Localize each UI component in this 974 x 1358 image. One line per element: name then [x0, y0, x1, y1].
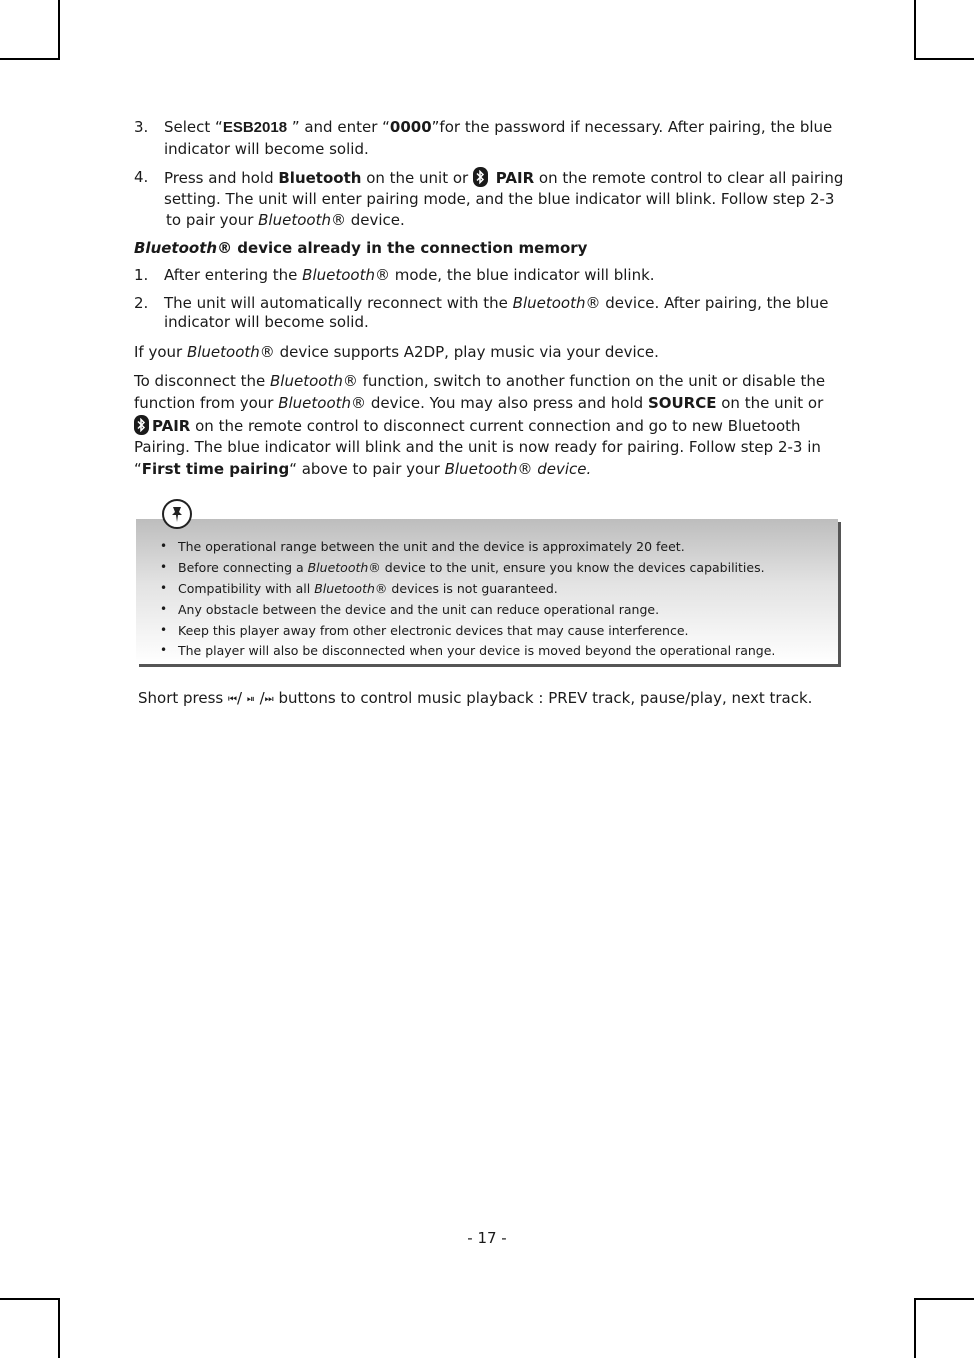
- disconnect-l1-post: ® function, switch to another function on the unit or disable the: [342, 372, 826, 390]
- mem-2-pre: The unit will automatically reconnect with the: [164, 294, 513, 312]
- note-2-pre: Before connecting a: [178, 560, 308, 575]
- step-4-text-c: on the remote control to clear all pairing: [534, 169, 844, 187]
- step-3-text-c: ”for the password if necessary. After pairing, the blue: [431, 118, 833, 136]
- note-item-6: The player will also be disconnected when your device is moved beyond the operational range.: [178, 643, 776, 658]
- crop-mark-top-left-v: [58, 0, 60, 60]
- a2dp-pre: If your: [134, 343, 187, 361]
- step-4-line-3-italic: Bluetooth: [258, 211, 331, 229]
- note-item-5: Keep this player away from other electronic devices that may cause interference.: [178, 623, 689, 638]
- note-3-post: ® devices is not guaranteed.: [374, 581, 558, 596]
- note-item-4: Any obstacle between the device and the unit can reduce operational range.: [178, 602, 660, 617]
- step-4-line-3-post: ® device.: [330, 211, 405, 229]
- mem-1-italic: Bluetooth: [302, 266, 375, 284]
- a2dp-paragraph: [134, 342, 659, 363]
- step-3-device-name: ESB2018: [222, 119, 288, 136]
- playback-sep-1: /: [237, 689, 247, 707]
- note-pin-icon: [162, 499, 192, 529]
- playback-line: [138, 688, 812, 710]
- disconnect-l2-post: on the unit or: [716, 394, 824, 412]
- disconnect-l5-italic: Bluetooth® device.: [444, 460, 592, 478]
- step-3-password: 0000: [389, 118, 432, 136]
- note-bullet-5: •: [160, 623, 168, 637]
- crop-mark-top-right-h: [914, 58, 974, 60]
- disconnect-line-3: [134, 415, 801, 437]
- step-3-text-b: ” and enter “: [287, 118, 390, 136]
- disconnect-l2-pre: function from your: [134, 394, 279, 412]
- note-bullet-1: •: [160, 539, 168, 553]
- mem-1-post: ® mode, the blue indicator will blink.: [374, 266, 655, 284]
- bluetooth-icon: [473, 167, 488, 187]
- playback-pre: Short press: [138, 689, 229, 707]
- disconnect-l3-post: on the remote control to disconnect current connection and go to new Bluetooth: [190, 417, 801, 435]
- step-3-text-a: Select “: [164, 118, 223, 136]
- crop-mark-bottom-left-v: [58, 1298, 60, 1358]
- next-track-icon: ⏭: [264, 694, 274, 705]
- a2dp-post: ® device supports A2DP, play music via your device.: [259, 343, 659, 361]
- step-4-text-a: Press and hold: [164, 169, 279, 187]
- note-bullet-3: •: [160, 581, 168, 595]
- crop-mark-top-left-h: [0, 58, 60, 60]
- disconnect-line-4: Pairing. The blue indicator will blink and the unit is now ready for pairing. Follow step 2-3 in: [134, 438, 821, 456]
- bluetooth-icon: [134, 415, 149, 435]
- first-time-pairing-bold: First time pairing: [141, 460, 290, 478]
- note-bullet-6: •: [160, 643, 168, 657]
- play-pause-icon: ⏯: [246, 694, 255, 705]
- note-bullet-2: •: [160, 560, 168, 574]
- mem-1-number: 1.: [134, 266, 149, 284]
- step-4-text-b: on the unit or: [361, 169, 473, 187]
- disconnect-line-5: [134, 459, 591, 480]
- mem-2-italic: Bluetooth: [512, 294, 586, 312]
- memory-heading-rest: ® device already in the connection memory: [217, 239, 588, 257]
- note-2-italic: Bluetooth: [307, 560, 369, 575]
- note-bullet-4: •: [160, 602, 168, 616]
- note-3-italic: Bluetooth: [314, 581, 375, 596]
- mem-1-line: [164, 265, 655, 286]
- disconnect-l1-italic: Bluetooth: [270, 372, 343, 390]
- step-4-line-1: [164, 167, 843, 189]
- mem-1-pre: After entering the: [164, 266, 303, 284]
- crop-mark-bottom-right-h: [914, 1298, 974, 1300]
- disconnect-l5-mid: “ above to pair your: [289, 460, 445, 478]
- page-number: - 17 -: [467, 1229, 507, 1247]
- disconnect-l2-mid: ® device. You may also press and hold: [351, 394, 648, 412]
- disconnect-line-2: [134, 393, 823, 414]
- a2dp-italic: Bluetooth: [186, 343, 260, 361]
- step-4-bluetooth-bold: Bluetooth: [278, 169, 362, 187]
- memory-heading: [134, 238, 587, 259]
- playback-sep-2: /: [254, 689, 265, 707]
- mem-2-number: 2.: [134, 294, 149, 312]
- note-item-2: [178, 559, 765, 576]
- step-4-line-2: setting. The unit will enter pairing mode, and the blue indicator will blink. Follow step 2-3: [164, 190, 835, 208]
- disconnect-line-1: [134, 371, 825, 392]
- note-item-1: The operational range between the unit and the device is approximately 20 feet.: [178, 539, 685, 554]
- note-item-3: [178, 580, 558, 597]
- step-4-line-3: [166, 210, 405, 231]
- crop-mark-bottom-right-v: [914, 1298, 916, 1358]
- step-3-number: 3.: [134, 118, 149, 136]
- mem-2-post: ® device. After pairing, the blue: [585, 294, 829, 312]
- playback-post: buttons to control music playback : PREV track, pause/play, next track.: [273, 689, 813, 707]
- crop-mark-top-right-v: [914, 0, 916, 60]
- step-4-number: 4.: [134, 168, 149, 186]
- disconnect-source-bold: SOURCE: [647, 394, 717, 412]
- mem-2-line-1: [164, 293, 828, 314]
- step-3-line-2: indicator will become solid.: [164, 140, 369, 158]
- disconnect-l5-pre: “: [134, 460, 142, 478]
- step-4-line-3-pre: to pair your: [166, 211, 259, 229]
- memory-heading-italic: Bluetooth: [134, 239, 218, 257]
- prev-track-icon: ⏮: [228, 694, 238, 705]
- crop-mark-bottom-left-h: [0, 1298, 60, 1300]
- disconnect-l2-italic: Bluetooth: [278, 394, 352, 412]
- step-4-pair-bold: PAIR: [495, 169, 535, 187]
- note-3-pre: Compatibility with all: [178, 581, 315, 596]
- disconnect-l1-pre: To disconnect the: [134, 372, 271, 390]
- step-3-line-1: [164, 117, 832, 138]
- disconnect-pair-bold: PAIR: [152, 417, 191, 435]
- mem-2-line-2: indicator will become solid.: [164, 313, 369, 331]
- note-2-post: ® device to the unit, ensure you know the devices capabilities.: [368, 560, 765, 575]
